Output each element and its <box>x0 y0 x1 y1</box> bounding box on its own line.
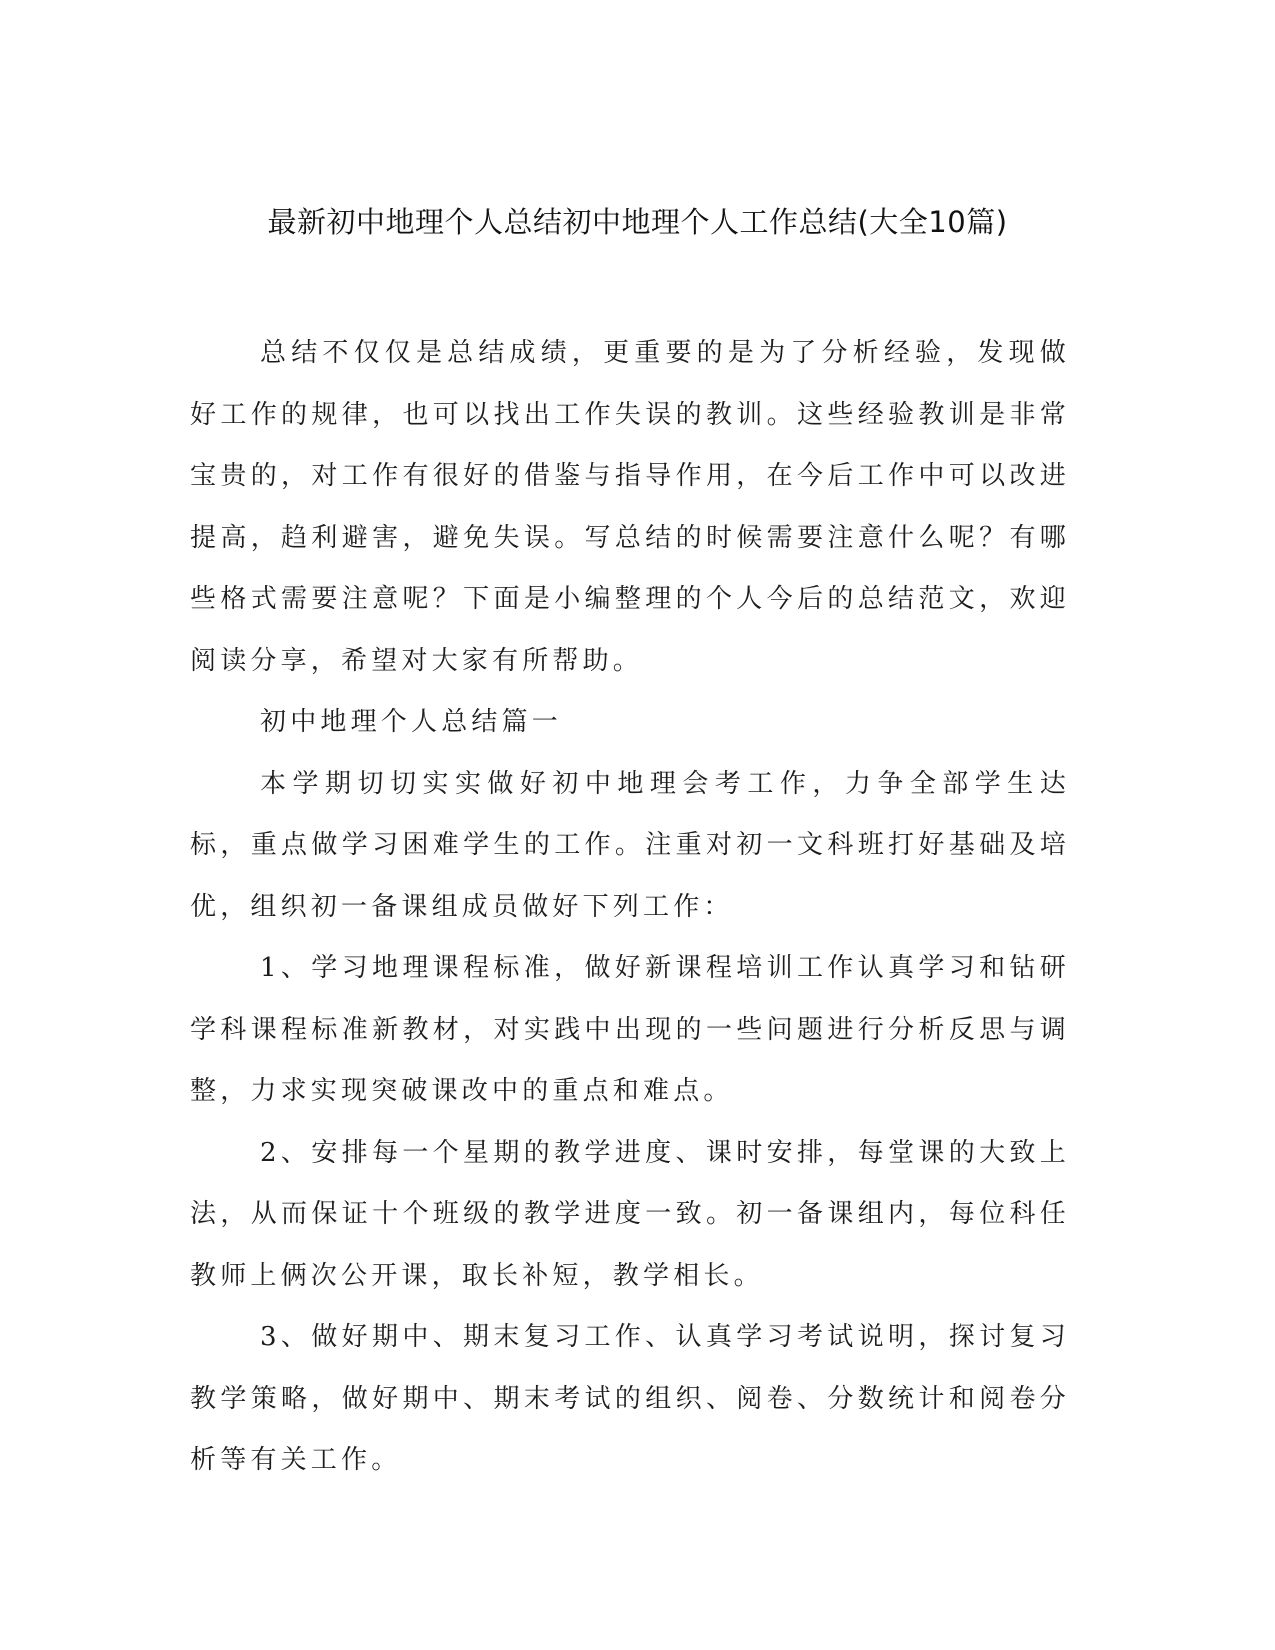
document-title: 最新初中地理个人总结初中地理个人工作总结(大全10篇) <box>267 205 1008 239</box>
list-item-1: 1、学习地理课程标准，做好新课程培训工作认真学习和钻研学科课程标准新教材，对实践中出现的一些问题进行分析反思与调整，力求实现突破课改中的重点和难点。 <box>190 953 1070 1106</box>
document-body <box>190 323 1070 1492</box>
list-item-2: 2、安排每一个星期的教学进度、课时安排，每堂课的大致上法，从而保证十个班级的教学进度一致。初一备课组内，每位科任教师上俩次公开课，取长补短，教学相长。 <box>190 1137 1070 1291</box>
intro-paragraph: 总结不仅仅是总结成绩，更重要的是为了分析经验，发现做好工作的规律，也可以找出工作失误的教训。这些经验教训是非常宝贵的，对工作有很好的借鉴与指导作用，在今后工作中可以改进提高，趋利避害，避免失误。写总结的时候需要注意什么呢？有哪些格式需要注意呢？下面是小编整理的个人今后的总结范文，欢迎阅读分享，希望对大家有所帮助。 <box>190 338 1070 676</box>
section-heading: 初中地理个人总结篇一 <box>260 707 563 737</box>
list-item-3: 3、做好期中、期末复习工作、认真学习考试说明，探讨复习教学策略，做好期中、期末考试的组织、阅卷、分数统计和阅卷分析等有关工作。 <box>190 1322 1070 1475</box>
body-paragraph: 本学期切切实实做好初中地理会考工作，力争全部学生达标，重点做学习困难学生的工作。注重对初一文科班打好基础及培优，组织初一备课组成员做好下列工作： <box>190 768 1070 922</box>
